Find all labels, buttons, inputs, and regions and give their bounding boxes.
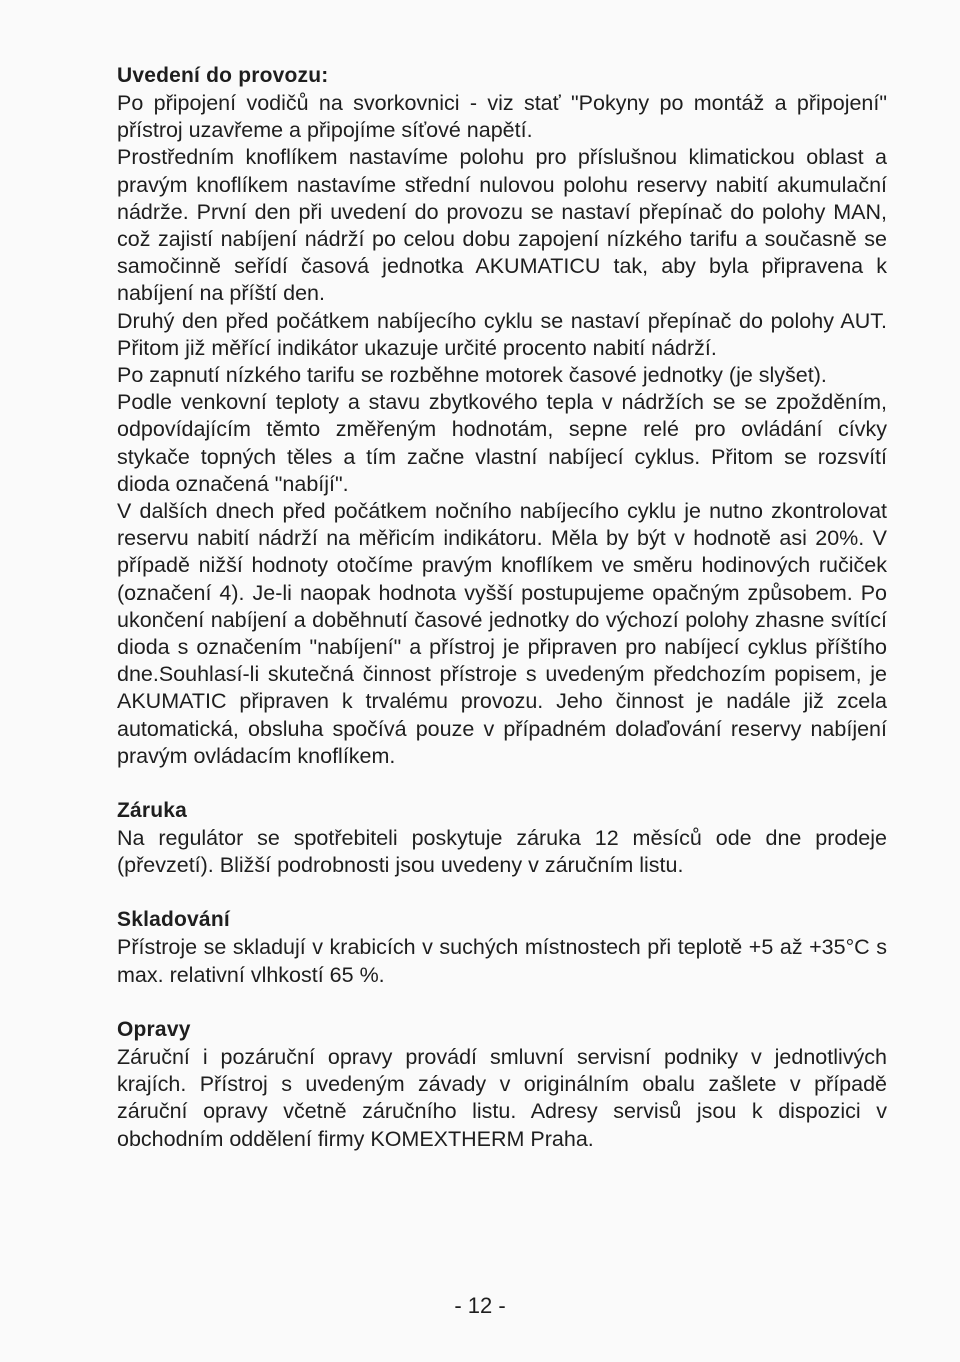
spacer <box>117 879 887 906</box>
section-heading: Skladování <box>117 908 230 932</box>
page-content <box>117 62 887 1153</box>
section-opravy <box>117 1016 887 1153</box>
paragraph: V dalších dnech před počátkem nočního nabíjecího cyklu je nutno zkontrolovat reservu nabití nádrží na měřicím indikátoru. Měla by být v hodnotě asi 20%. V případě nižší hodnoty otočíme pravým knoflíkem ve směru hodinových ručiček (označení 4). Je-li naopak hodnota vyšší postupujeme opačným způsobem. Po ukončení nabíjení a doběhnutí časové jednotky do výchozí polohy zhasne svítící dioda s označením "nabíjení" a přístroj je připraven pro nabíjecí cyklus příštího dne.Souhlasí-li skutečná činnost přístroje s uvedeným předchozím popisem, je AKUMATIC připraven k trvalému provozu. Jeho činnost je nadále již zcela automatická, obsluha spočívá pouze v případném dolaďování reservy nabíjení pravým ovládacím knoflíkem. <box>117 499 887 768</box>
paragraph: Prostředním knoflíkem nastavíme polohu pro příslušnou klimatickou oblast a pravým knoflíkem nastavíme střední nulovou polohu reservy nabití akumulační nádrže. První den při uvedení do provozu se nastaví přepínač do polohy MAN, což zajistí nabíjení nádrží po celou dobu zapojení nízkého tarifu a současně se samočinně seřídí časová jednotka AKUMATICU tak, aby byla připravena k nabíjení na příští den. <box>117 145 887 306</box>
page-number: - 12 - <box>454 1293 506 1318</box>
section-skladovani <box>117 906 887 988</box>
paragraph: Po připojení vodičů na svorkovnici - viz stať "Pokyny po montáž a připojení" přístroj uzavřeme a připojíme síťové napětí. <box>117 91 887 143</box>
section-heading: Záruka <box>117 799 188 823</box>
section-heading: Opravy <box>117 1017 191 1041</box>
section-heading: Uvedení do provozu: <box>117 64 329 87</box>
paragraph: Přístroje se skladují v krabicích v suchých místnostech při teplotě +5 až +35°C s max. relativní vlhkostí 65 %. <box>117 935 887 987</box>
paragraph: Na regulátor se spotřebiteli poskytuje záruka 12 měsíců ode dne prodeje (převzetí). Bližší podrobnosti jsou uvedeny v záručním listu. <box>117 826 887 878</box>
paragraph: Druhý den před počátkem nabíjecího cyklu se nastaví přepínač do polohy AUT. Přitom již měřící indikátor ukazuje určité procento nabití nádrží. <box>117 308 887 360</box>
spacer <box>117 770 887 797</box>
paragraph: Po zapnutí nízkého tarifu se rozběhne motorek časové jednotky (je slyšet). <box>117 363 827 388</box>
paragraph: Záruční i pozáruční opravy provádí smluvní servisní podniky v jednotlivých krajích. Přístroj s uvedeným závady v originálním obalu zašlete v případě záruční opravy včetně záručního listu. Adresy servisů jsou k dispozici v obchodním oddělení firmy KOMEXTHERM Praha. <box>117 1044 887 1151</box>
paragraph: Podle venkovní teploty a stavu zbytkového tepla v nádržích se se zpožděním, odpovídajícím těmto změřeným hodnotám, sepne relé pro ovládání cívky stykače topných těles a tím začne vlastní nabíjecí cyklus. Přitom se rozsvítí dioda označená "nabíjí". <box>117 390 887 496</box>
section-zaruka <box>117 797 887 879</box>
spacer <box>117 989 887 1016</box>
section-uvedeni-do-provozu <box>117 62 887 770</box>
